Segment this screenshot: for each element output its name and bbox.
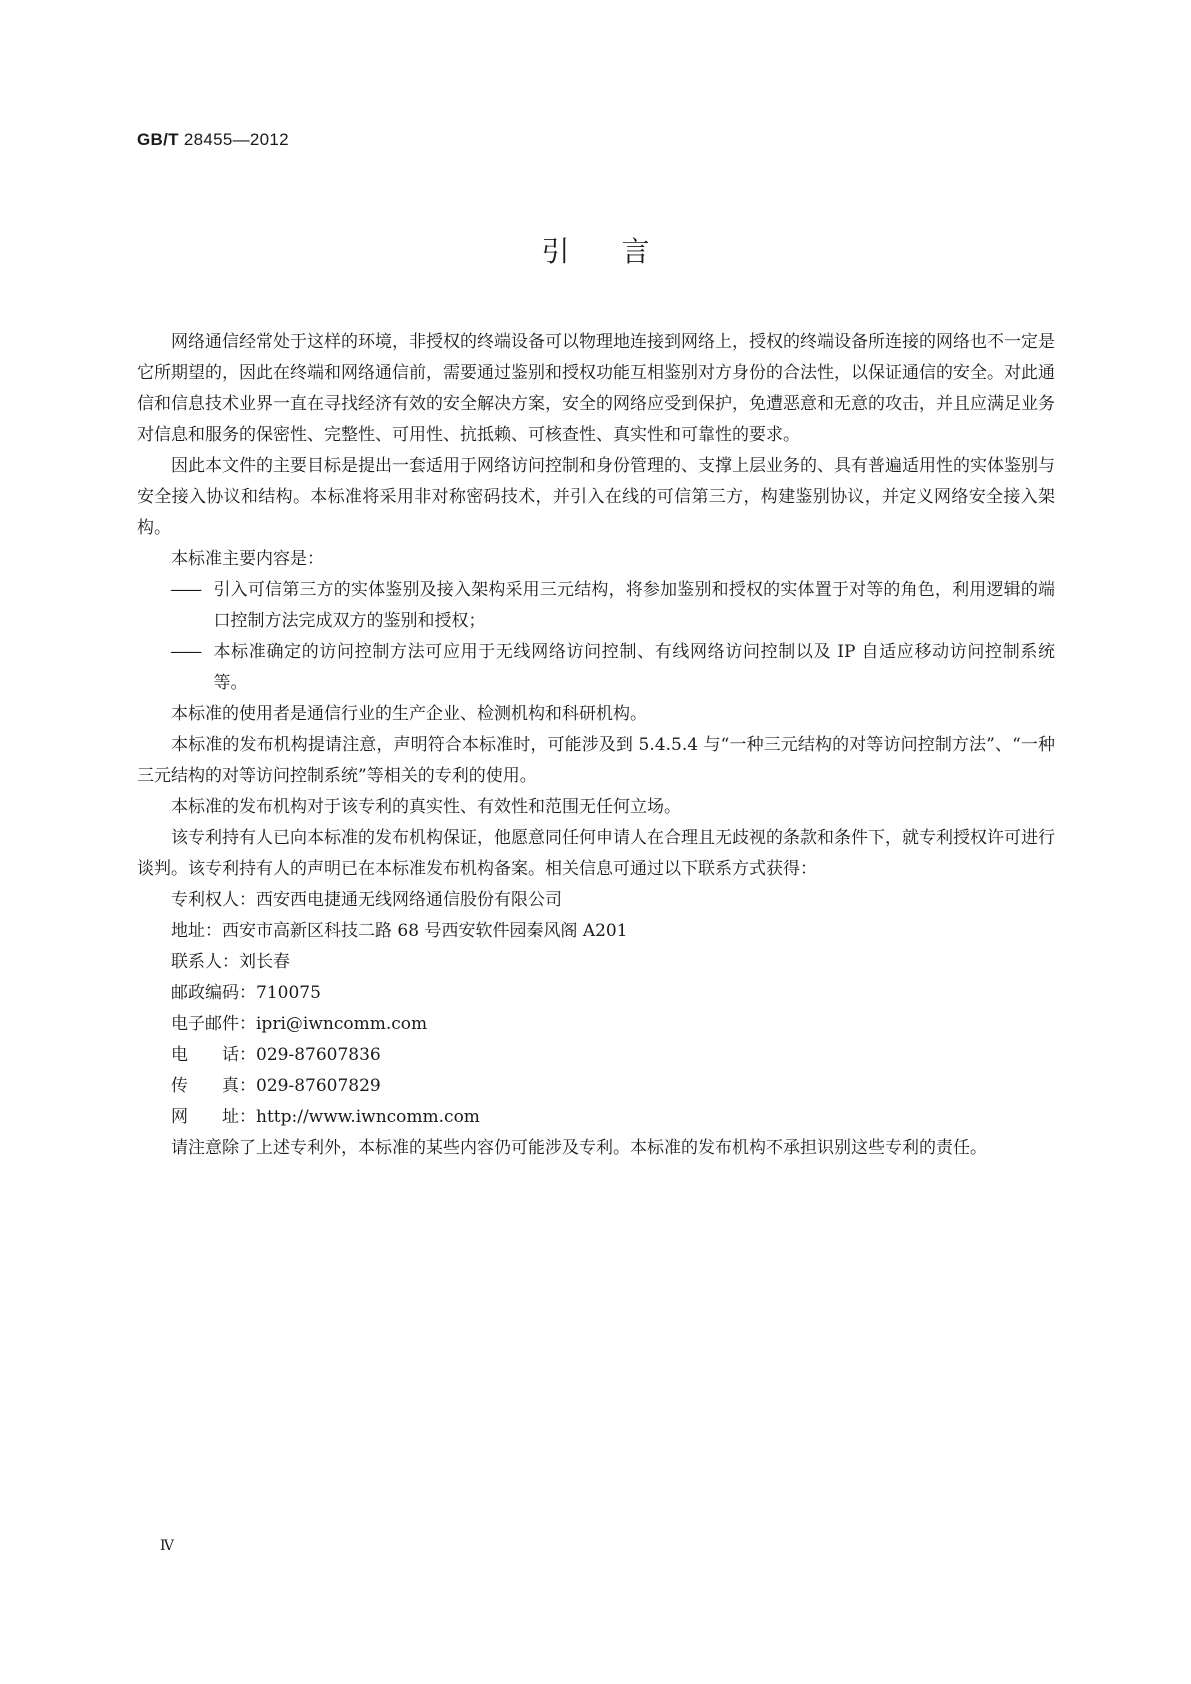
contact-address — [137, 916, 1055, 947]
contact-patentee — [137, 885, 1055, 916]
contact-label: 联系人： — [171, 952, 239, 972]
standard-number: 28455—2012 — [183, 130, 289, 149]
document-body — [137, 327, 1055, 1164]
paragraph-main-content-heading: 本标准主要内容是： — [171, 549, 324, 569]
list-dash: —— — [170, 642, 201, 662]
paragraph-objective: 因此本文件的主要目标是提出一套适用于网络访问控制和身份管理的、支撑上层业务的、具有普遍适用性的实体鉴别与安全接入协议和结构。本标准将采用非对称密码技术，并引入在线的可信第三方，构建鉴别协议，并定义网络安全接入架构。 — [137, 456, 1055, 538]
list-item-text: 引入可信第三方的实体鉴别及接入架构采用三元结构，将参加鉴别和授权的实体置于对等的角色，利用逻辑的端口控制方法完成双方的鉴别和授权； — [213, 580, 1055, 631]
paragraph-users: 本标准的使用者是通信行业的生产企业、检测机构和科研机构。 — [171, 704, 647, 724]
contact-value: 西安西电捷通无线网络通信股份有限公司 — [256, 890, 562, 910]
list-item-text: 本标准确定的访问控制方法可应用于无线网络访问控制、有线网络访问控制以及 IP 自适应移动访问控制系统等。 — [213, 642, 1055, 693]
contact-label: 传 真： — [171, 1076, 256, 1096]
contact-person — [137, 947, 1055, 978]
list-item — [137, 575, 1055, 637]
contact-value: http://www.iwncomm.com — [256, 1107, 480, 1127]
page-title: 引言 — [541, 235, 702, 268]
contact-website — [137, 1102, 1055, 1133]
contact-value: 刘长春 — [239, 952, 290, 972]
contact-value: 029-87607829 — [256, 1076, 381, 1096]
contact-label: 地址： — [171, 921, 222, 941]
paragraph-patent-disclaimer: 请注意除了上述专利外，本标准的某些内容仍可能涉及专利。本标准的发布机构不承担识别这些专利的责任。 — [171, 1138, 987, 1158]
contact-phone — [137, 1040, 1055, 1071]
contact-label: 网 址： — [171, 1107, 256, 1127]
contact-value: 西安市高新区科技二路 68 号西安软件园秦风阁 A201 — [222, 921, 628, 941]
contact-value: ipri@iwncomm.com — [256, 1014, 428, 1034]
contact-value: 029-87607836 — [256, 1045, 381, 1065]
contact-label: 电 话： — [171, 1045, 256, 1065]
paragraph-patent-notice: 本标准的发布机构提请注意，声明符合本标准时，可能涉及到 5.4.5.4 与“一种三元结构的对等访问控制方法”、“一种三元结构的对等访问控制系统”等相关的专利的使用。 — [137, 735, 1055, 786]
contact-postcode — [137, 978, 1055, 1009]
paragraph-intro: 网络通信经常处于这样的环境，非授权的终端设备可以物理地连接到网络上，授权的终端设备所连接的网络也不一定是它所期望的，因此在终端和网络通信前，需要通过鉴别和授权功能互相鉴别对方身份的合法性，以保证通信的安全。对此通信和信息技术业界一直在寻找经济有效的安全解决方案，安全的网络应受到保护，免遭恶意和无意的攻击，并且应满足业务对信息和服务的保密性、完整性、可用性、抗抵赖、可核查性、真实性和可靠性的要求。 — [137, 332, 1055, 445]
standard-code — [137, 130, 289, 150]
contact-label: 邮政编码： — [171, 983, 256, 1003]
paragraph-patent-license: 该专利持有人已向本标准的发布机构保证，他愿意同任何申请人在合理且无歧视的条款和条件下，就专利授权许可进行谈判。该专利持有人的声明已在本标准发布机构备案。相关信息可通过以下联系方式获得： — [137, 828, 1055, 879]
contact-value: 710075 — [256, 983, 321, 1003]
contact-label: 电子邮件： — [171, 1014, 256, 1034]
contact-email — [137, 1009, 1055, 1040]
contact-label: 专利权人： — [171, 890, 256, 910]
list-item — [137, 637, 1055, 699]
page-number: Ⅳ — [160, 1538, 174, 1554]
contact-fax — [137, 1071, 1055, 1102]
list-dash: —— — [170, 580, 201, 600]
paragraph-patent-position: 本标准的发布机构对于该专利的真实性、有效性和范围无任何立场。 — [171, 797, 681, 817]
standard-prefix: GB/T — [137, 130, 179, 149]
